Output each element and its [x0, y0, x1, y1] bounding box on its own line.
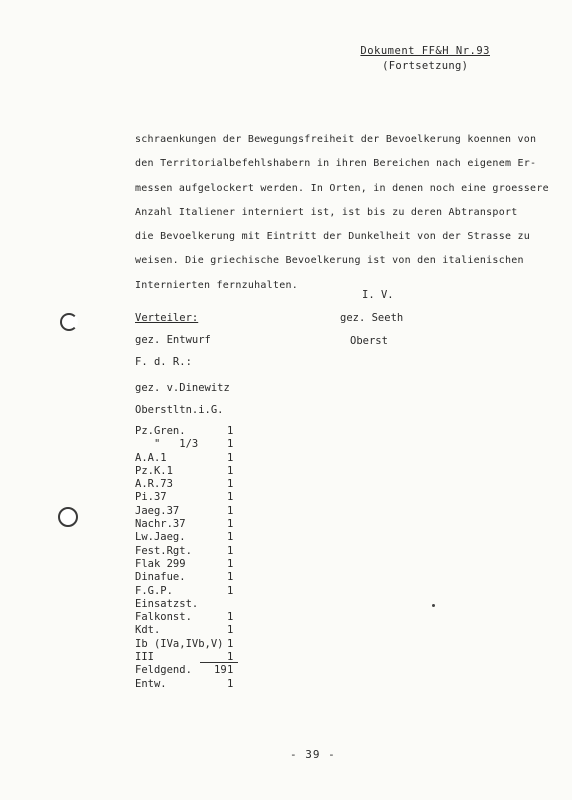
body-line: weisen. Die griechische Bevoelkerung ist von den italienischen [135, 255, 524, 267]
verteiler-line: gez. Entwurf [135, 334, 211, 346]
distribution-label: " 1/3 [135, 438, 199, 451]
distribution-label: F.G.P. [135, 584, 173, 597]
distribution-count: 1 [227, 571, 234, 584]
total-rule [200, 662, 238, 663]
distribution-count: 1 [227, 425, 234, 437]
body-line: Internierten fernzuhalten. [135, 279, 299, 291]
distribution-row [135, 452, 245, 465]
distribution-row [135, 491, 245, 504]
distribution-count: 1 [227, 677, 234, 690]
distribution-count: 1 [227, 557, 234, 570]
distribution-row [135, 664, 245, 677]
distribution-count: 1 [227, 478, 234, 491]
verteiler-heading: Verteiler: [135, 312, 199, 324]
signature-name: gez. Seeth [340, 312, 404, 324]
signature-block [340, 284, 403, 353]
document-header [360, 44, 490, 74]
signature-iv: I. V. [362, 289, 394, 301]
distribution-count: 1 [227, 584, 234, 597]
verteiler-block [135, 307, 230, 421]
distribution-count: 1 [227, 491, 234, 504]
distribution-label: III [135, 651, 154, 664]
body-text [135, 128, 549, 298]
page-number: - 39 - [290, 748, 336, 761]
distribution-label: Falkonst. [135, 611, 192, 624]
distribution-label: Fest.Rgt. [135, 544, 192, 557]
distribution-label: Flak 299 [135, 557, 186, 570]
document-title: Dokument FF&H Nr.93 [360, 45, 490, 57]
distribution-row [135, 598, 245, 611]
distribution-row [135, 478, 245, 491]
body-line: den Territorialbefehlshabern in ihren Bereichen nach eigenem Er- [135, 158, 537, 170]
distribution-label: Jaeg.37 [135, 504, 180, 517]
distribution-row [135, 518, 245, 531]
distribution-row [135, 624, 245, 637]
distribution-label: A.R.73 [135, 478, 173, 491]
distribution-row [135, 678, 245, 691]
distribution-label: Kdt. [135, 624, 161, 637]
distribution-count: 1 [227, 438, 234, 451]
distribution-label: Lw.Jaeg. [135, 531, 186, 544]
distribution-count: 1 [227, 664, 234, 677]
distribution-count: 1 [227, 624, 234, 637]
distribution-label: Ib (IVa,IVb,V) [135, 637, 224, 650]
distribution-row [135, 638, 245, 651]
distribution-row [135, 425, 245, 438]
distribution-count: 1 [227, 504, 234, 517]
distribution-label: Entw. [135, 677, 167, 690]
speck [432, 604, 435, 607]
distribution-row [135, 585, 245, 598]
distribution-row [135, 611, 245, 624]
distribution-count: 1 [227, 464, 234, 477]
distribution-label: Nachr.37 [135, 518, 186, 531]
distribution-row [135, 531, 245, 544]
signature-rank: Oberst [350, 335, 388, 347]
distribution-count: 1 [227, 531, 234, 544]
distribution-count: 1 [227, 611, 234, 624]
distribution-label: Dinafue. [135, 571, 186, 584]
distribution-label: Pz.Gren. [135, 425, 186, 437]
distribution-count: 1 [227, 544, 234, 557]
distribution-count: 1 [227, 637, 234, 650]
distribution-count: 1 [227, 651, 234, 664]
body-line: messen aufgelockert werden. In Orten, in denen noch eine groessere [135, 182, 549, 194]
distribution-label: Pi.37 [135, 491, 167, 504]
body-line: schraenkungen der Bewegungsfreiheit der Bevoelkerung koennen von [135, 134, 537, 145]
verteiler-line: F. d. R.: [135, 356, 192, 368]
distribution-label: Feldgend. [135, 664, 192, 677]
distribution-row [135, 558, 245, 571]
distribution-row [135, 438, 245, 451]
punch-hole [58, 507, 78, 527]
distribution-count: 1 [227, 451, 234, 464]
distribution-row [135, 571, 245, 584]
distribution-row [135, 465, 245, 478]
distribution-label: Pz.K.1 [135, 464, 173, 477]
distribution-list [135, 425, 245, 691]
body-line: die Bevoelkerung mit Eintritt der Dunkelheit von der Strasse zu [135, 231, 531, 243]
distribution-row [135, 545, 245, 558]
distribution-total: 19 [214, 664, 227, 676]
document-subtitle: (Fortsetzung) [382, 60, 469, 72]
verteiler-line: gez. v.Dinewitz [135, 382, 230, 394]
punch-hole [60, 313, 78, 331]
verteiler-line: Oberstltn.i.G. [135, 404, 224, 416]
distribution-label: A.A.1 [135, 451, 167, 464]
distribution-row [135, 505, 245, 518]
distribution-label: Einsatzst. [135, 597, 199, 610]
distribution-count: 1 [227, 518, 234, 531]
body-line: Anzahl Italiener interniert ist, ist bis zu deren Abtransport [135, 206, 518, 218]
